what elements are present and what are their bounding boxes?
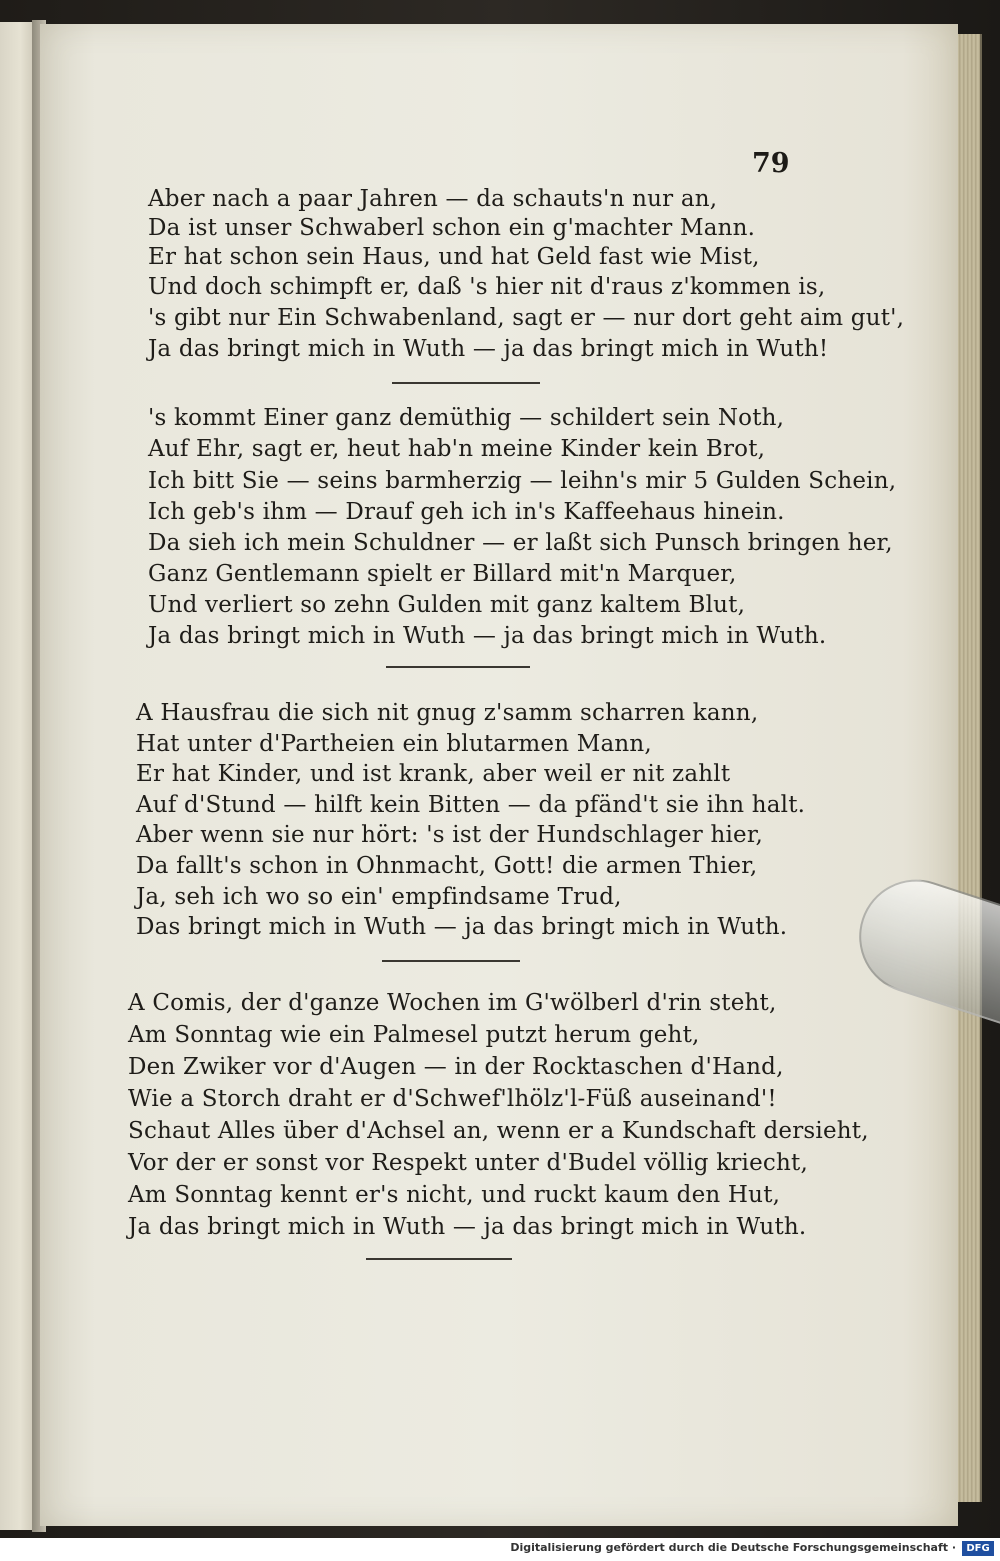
funding-credit: Digitalisierung gefördert durch die Deutsche Forschungsgemeinschaft · <box>510 1541 956 1554</box>
verse-line: Ja das bringt mich in Wuth — ja das bringt mich in Wuth! <box>148 336 829 362</box>
page-number: 79 <box>752 148 790 179</box>
verse-line: Er hat schon sein Haus, und hat Geld fast wie Mist, <box>148 244 760 270</box>
verse-line: Da sieh ich mein Schuldner — er laßt sich Punsch bringen her, <box>148 530 893 556</box>
verse-line: Ja das bringt mich in Wuth — ja das bringt mich in Wuth. <box>128 1214 807 1240</box>
verse-line: 's gibt nur Ein Schwabenland, sagt er — nur dort geht aim gut', <box>148 305 905 331</box>
verse-line: Vor der er sonst vor Respekt unter d'Budel völlig kriecht, <box>128 1150 808 1176</box>
facing-page-edge <box>0 22 36 1530</box>
verse-line: A Hausfrau die sich nit gnug z'samm scharren kann, <box>136 700 759 726</box>
stanza-divider <box>392 382 540 384</box>
verse-line: Er hat Kinder, und ist krank, aber weil er nit zahlt <box>136 761 731 787</box>
verse-line: Da fallt's schon in Ohnmacht, Gott! die armen Thier, <box>136 853 758 879</box>
stanza-divider <box>382 960 520 962</box>
verse-line: Aber wenn sie nur hört: 's ist der Hundschlager hier, <box>136 822 764 848</box>
verse-line: Aber nach a paar Jahren — da schauts'n nur an, <box>148 186 718 212</box>
verse-line: Da ist unser Schwaberl schon ein g'machter Mann. <box>148 215 756 241</box>
stanza-divider <box>366 1258 512 1260</box>
dfg-logo: DFG <box>962 1541 994 1556</box>
footer-bar <box>0 1538 1000 1561</box>
verse-line: Den Zwiker vor d'Augen — in der Rocktaschen d'Hand, <box>128 1054 784 1080</box>
verse-line: Und verliert so zehn Gulden mit ganz kaltem Blut, <box>148 592 746 618</box>
verse-line: Schaut Alles über d'Achsel an, wenn er a Kundschaft dersieht, <box>128 1118 869 1144</box>
verse-line: Und doch schimpft er, daß 's hier nit d'raus z'kommen is, <box>148 274 826 300</box>
verse-line: Am Sonntag kennt er's nicht, und ruckt kaum den Hut, <box>128 1182 781 1208</box>
verse-line: Ja das bringt mich in Wuth — ja das bringt mich in Wuth. <box>148 623 827 649</box>
verse-line: Ich bitt Sie — seins barmherzig — leihn's mir 5 Gulden Schein, <box>148 468 897 494</box>
stanza-divider <box>386 666 530 668</box>
verse-line: Das bringt mich in Wuth — ja das bringt mich in Wuth. <box>136 914 788 940</box>
verse-line: Hat unter d'Partheien ein blutarmen Mann, <box>136 731 652 757</box>
verse-line: Auf d'Stund — hilft kein Bitten — da pfänd't sie ihn halt. <box>136 792 806 818</box>
verse-line: Ja, seh ich wo so ein' empfindsame Trud, <box>136 884 622 910</box>
verse-line: Auf Ehr, sagt er, heut hab'n meine Kinder kein Brot, <box>148 436 766 462</box>
verse-line: Ganz Gentlemann spielt er Billard mit'n Marquer, <box>148 561 737 587</box>
verse-line: Am Sonntag wie ein Palmesel putzt herum geht, <box>128 1022 700 1048</box>
verse-line: A Comis, der d'ganze Wochen im G'wölberl d'rin steht, <box>128 990 777 1016</box>
verse-line: Ich geb's ihm — Drauf geh ich in's Kaffeehaus hinein. <box>148 499 785 525</box>
verse-line: 's kommt Einer ganz demüthig — schildert sein Noth, <box>148 405 785 431</box>
verse-line: Wie a Storch draht er d'Schwef'lhölz'l-Füß auseinand'! <box>128 1086 777 1112</box>
